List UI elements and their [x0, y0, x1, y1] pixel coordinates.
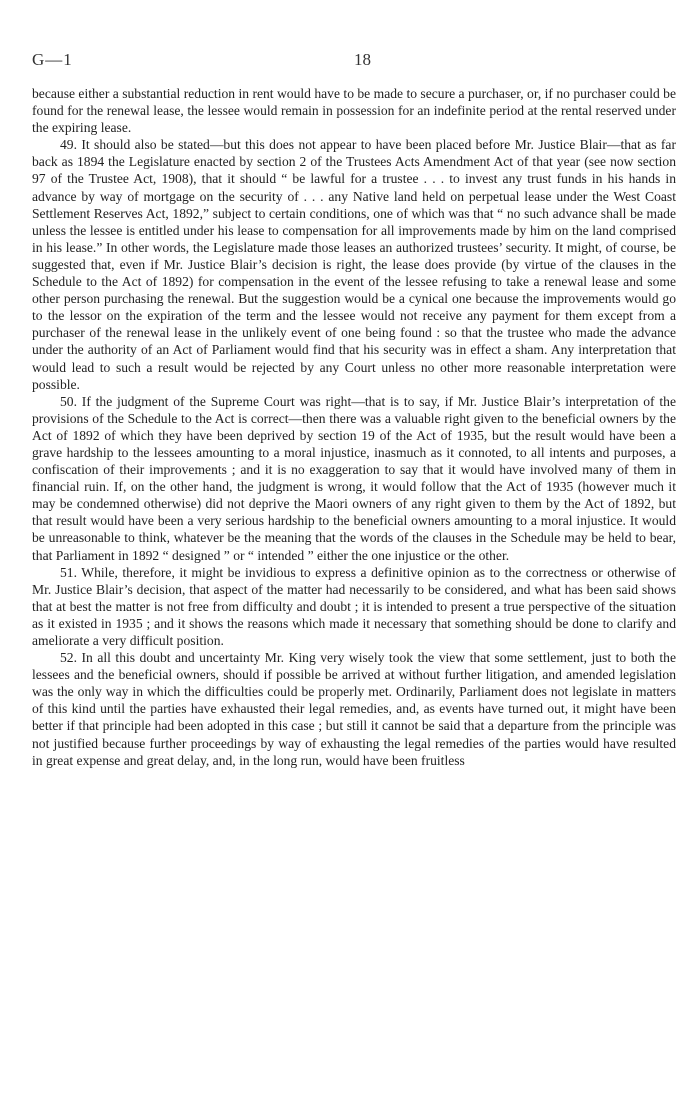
page-number: 18	[354, 50, 371, 69]
paragraph-continuation: because either a substantial reduction in rent would have to be made to secure a purchaser, or, if no purchaser could be found for the renewal lease, the lessee would remain in possession for an indefinite period at the rental reserved under the expiring lease.	[32, 86, 676, 136]
paragraph-50: 50. If the judgment of the Supreme Court was right—that is to say, if Mr. Justice Blair’s interpretation of the provisions of the Schedule to the Act is correct—then there was a valuable right given to the beneficial owners by the Act of 1892 of which they have been deprived by section 19 of the Act of 1935, but the result would have been a grave hardship to the lessees amounting to a moral injustice, inasmuch as it connoted, to all intents and purposes, a confiscation of their improvements ; and it is no exaggeration to say that it would have involved many of them in financial ruin. If, on the other hand, the judgment is wrong, it would follow that the Act of 1935 (however much it may be condemned otherwise) did not deprive the Maori owners of any right given to them by the Act of 1892, but that result would have been a very serious hardship to the beneficial owners amounting to a moral injustice. It would be unreasonable to think, whatever be the meaning that the words of the clauses in the Schedule may be held to bear, that Parliament in 1892 “ designed ” or “ intended ” either the one injustice or the other.	[32, 393, 676, 563]
page-header	[32, 50, 676, 74]
paragraph-49: 49. It should also be stated—but this does not appear to have been placed before Mr. Justice Blair—that as far back as 1894 the Legislature enacted by section 2 of the Trustees Acts Amendment Act of that year (see now section 97 of the Trustee Act, 1908), that it should “ be lawful for a trustee . . . to invest any trust funds in his hands in advance by way of mortgage on the security of . . . any Native land held on perpetual lease under the West Coast Settlement Reserves Act, 1892,” subject to certain conditions, one of which was that “ no such advance shall be made unless the lessee is entitled under his lease to compensation for all improvements made by him on the land comprised in his lease.” In other words, the Legislature made those leases an authorized trustees’ security. It might, of course, be suggested that, even if Mr. Justice Blair’s decision is right, the lease does provide (by virtue of the clauses in the Schedule to the Act of 1892) for compensation in the event of the lessee refusing to take a renewal lease and some other person purchasing the renewal. But the suggestion would be a cynical one because the improvements would go to the lessor on the expiration of the term and the lessee would not receive any payment for them except from a purchaser of the renewal lease in the unlikely event of one being found : so that the trustee who made the advance under the authority of an Act of Parliament would find that his security was in effect a sham. Any interpretation that would lead to such a result would be rejected by any Court unless no other more reasonable interpretation were possible.	[32, 137, 676, 392]
document-reference: G—1	[32, 50, 73, 69]
body-text	[32, 85, 676, 769]
paragraph-51: 51. While, therefore, it might be invidious to express a definitive opinion as to the correctness or otherwise of Mr. Justice Blair’s decision, that aspect of the matter had necessarily to be considered, and what has been said shows that at best the matter is not free from difficulty and doubt ; it is intended to present a true perspective of the situation as it existed in 1935 ; and it shows the reasons which made it necessary that something should be done to clarify and ameliorate a very difficult position.	[32, 564, 676, 648]
paragraph-52: 52. In all this doubt and uncertainty Mr. King very wisely took the view that some settlement, just to both the lessees and the beneficial owners, should if possible be arrived at without further litigation, and amended legislation was the only way in which the difficulties could be properly met. Ordinarily, Parliament does not legislate in matters of this kind until the parties have exhausted their legal remedies, and, as events have turned out, it might have been better if that principle had been adopted in this case ; but still it cannot be said that a departure from the principle was not justified because further proceedings by way of exhausting the legal remedies of the parties would have resulted in great expense and great delay, and, in the long run, would have been fruitless	[32, 650, 676, 768]
